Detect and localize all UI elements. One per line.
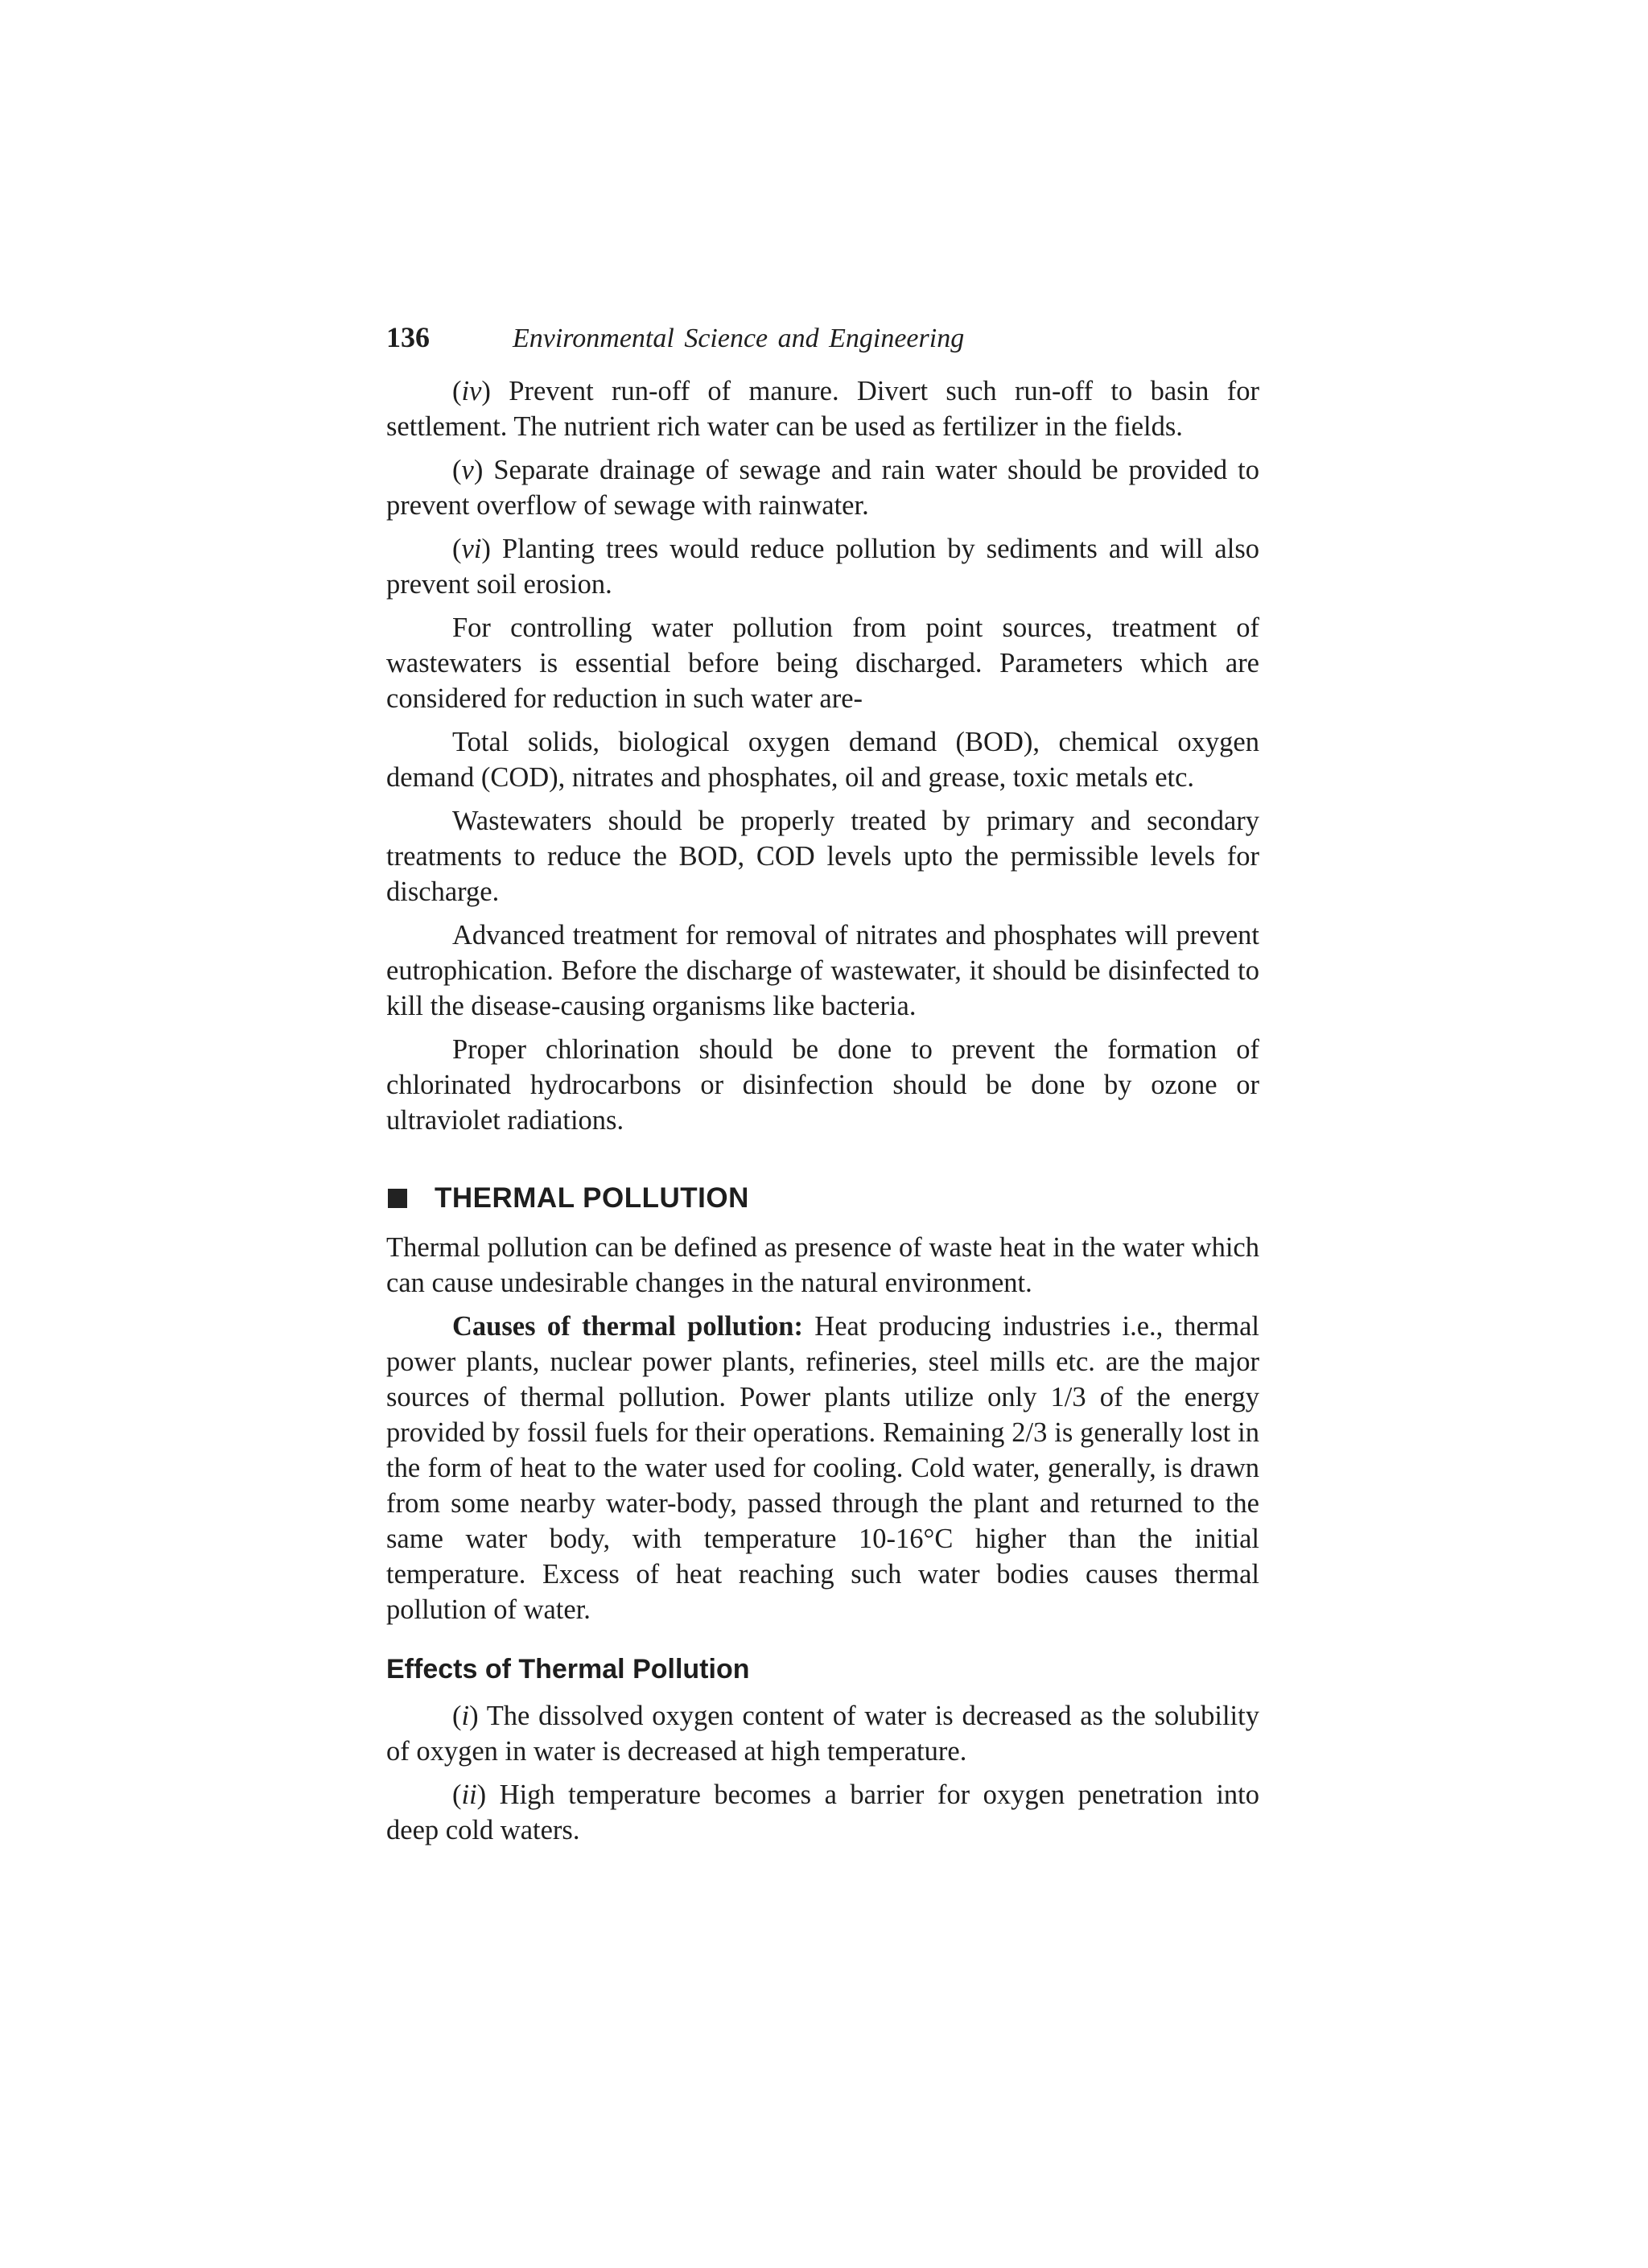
- subsection-heading: Effects of Thermal Pollution: [386, 1654, 750, 1685]
- item-label: (v): [452, 455, 484, 485]
- item-text: Prevent run-off of manure. Divert such run-off to basin for settlement. The nutrient rich water can be used as fertilizer in the fields.: [386, 376, 1259, 442]
- item-label: (i): [452, 1701, 479, 1731]
- body-paragraph: Wastewaters should be properly treated by primary and secondary treatments to reduce the BOD, COD levels upto the permissible levels for discharge.: [386, 806, 1259, 907]
- list-item: [386, 452, 1259, 523]
- effect-item: [386, 1698, 1259, 1769]
- item-label: (vi): [452, 534, 491, 564]
- item-text: Separate drainage of sewage and rain water should be provided to prevent overflow of sewage with rainwater.: [386, 455, 1260, 521]
- effect-item: [386, 1777, 1259, 1848]
- book-title: Environmental Science and Engineering: [513, 324, 965, 353]
- item-text: High temperature becomes a barrier for oxygen penetration into deep cold waters.: [386, 1779, 1259, 1845]
- body-paragraph: Total solids, biological oxygen demand (BOD), chemical oxygen demand (COD), nitrates and phosphates, oil and grease, toxic metals etc.: [386, 727, 1259, 793]
- item-label: (iv): [452, 376, 491, 406]
- running-head: [386, 320, 1259, 357]
- body-paragraph: Proper chlorination should be done to prevent the formation of chlorinated hydrocarbons or disinfection should be done by ozone or ultraviolet radiations.: [386, 1034, 1259, 1136]
- list-item: [386, 373, 1259, 444]
- page-number: 136: [386, 321, 430, 353]
- causes-label: Causes of thermal pollution:: [452, 1311, 803, 1342]
- book-page: [386, 320, 1259, 1856]
- item-text: The dissolved oxygen content of water is decreased as the solubility of oxygen in water is decreased at high temperature.: [386, 1701, 1259, 1767]
- body-paragraph: For controlling water pollution from point sources, treatment of wastewaters is essential before being discharged. Parameters which are considered for reduction in such water are-: [386, 612, 1259, 714]
- list-item: [386, 531, 1259, 602]
- section-heading: [386, 1178, 1259, 1219]
- body-paragraph: Advanced treatment for removal of nitrates and phosphates will prevent eutrophication. Before the discharge of wastewater, it should be disinfected to kill the disease-causing organisms like bacteria.: [386, 920, 1259, 1021]
- causes-text: Heat producing industries i.e., thermal power plants, nuclear power plants, refineries, steel mills etc. are the major sources of thermal pollution. Power plants utilize only 1/3 of the energy provided by fossil fuels for their operations. Remaining 2/3 is generally lost in the form of heat to the water used for cooling. Cold water, generally, is drawn from some nearby water-body, passed through the plant and returned to the same water body, with temperature 10-16°C higher than the initial temperature. Excess of heat reaching such water bodies causes thermal pollution of water.: [386, 1311, 1259, 1625]
- section-title: THERMAL POLLUTION: [435, 1182, 749, 1214]
- definition-paragraph: Thermal pollution can be defined as presence of waste heat in the water which can cause undesirable changes in the natural environment.: [386, 1232, 1259, 1298]
- item-label: (ii): [452, 1779, 487, 1810]
- item-text: Planting trees would reduce pollution by sediments and will also prevent soil erosion.: [386, 534, 1260, 600]
- causes-paragraph: [386, 1309, 1259, 1627]
- square-bullet-icon: [388, 1189, 407, 1208]
